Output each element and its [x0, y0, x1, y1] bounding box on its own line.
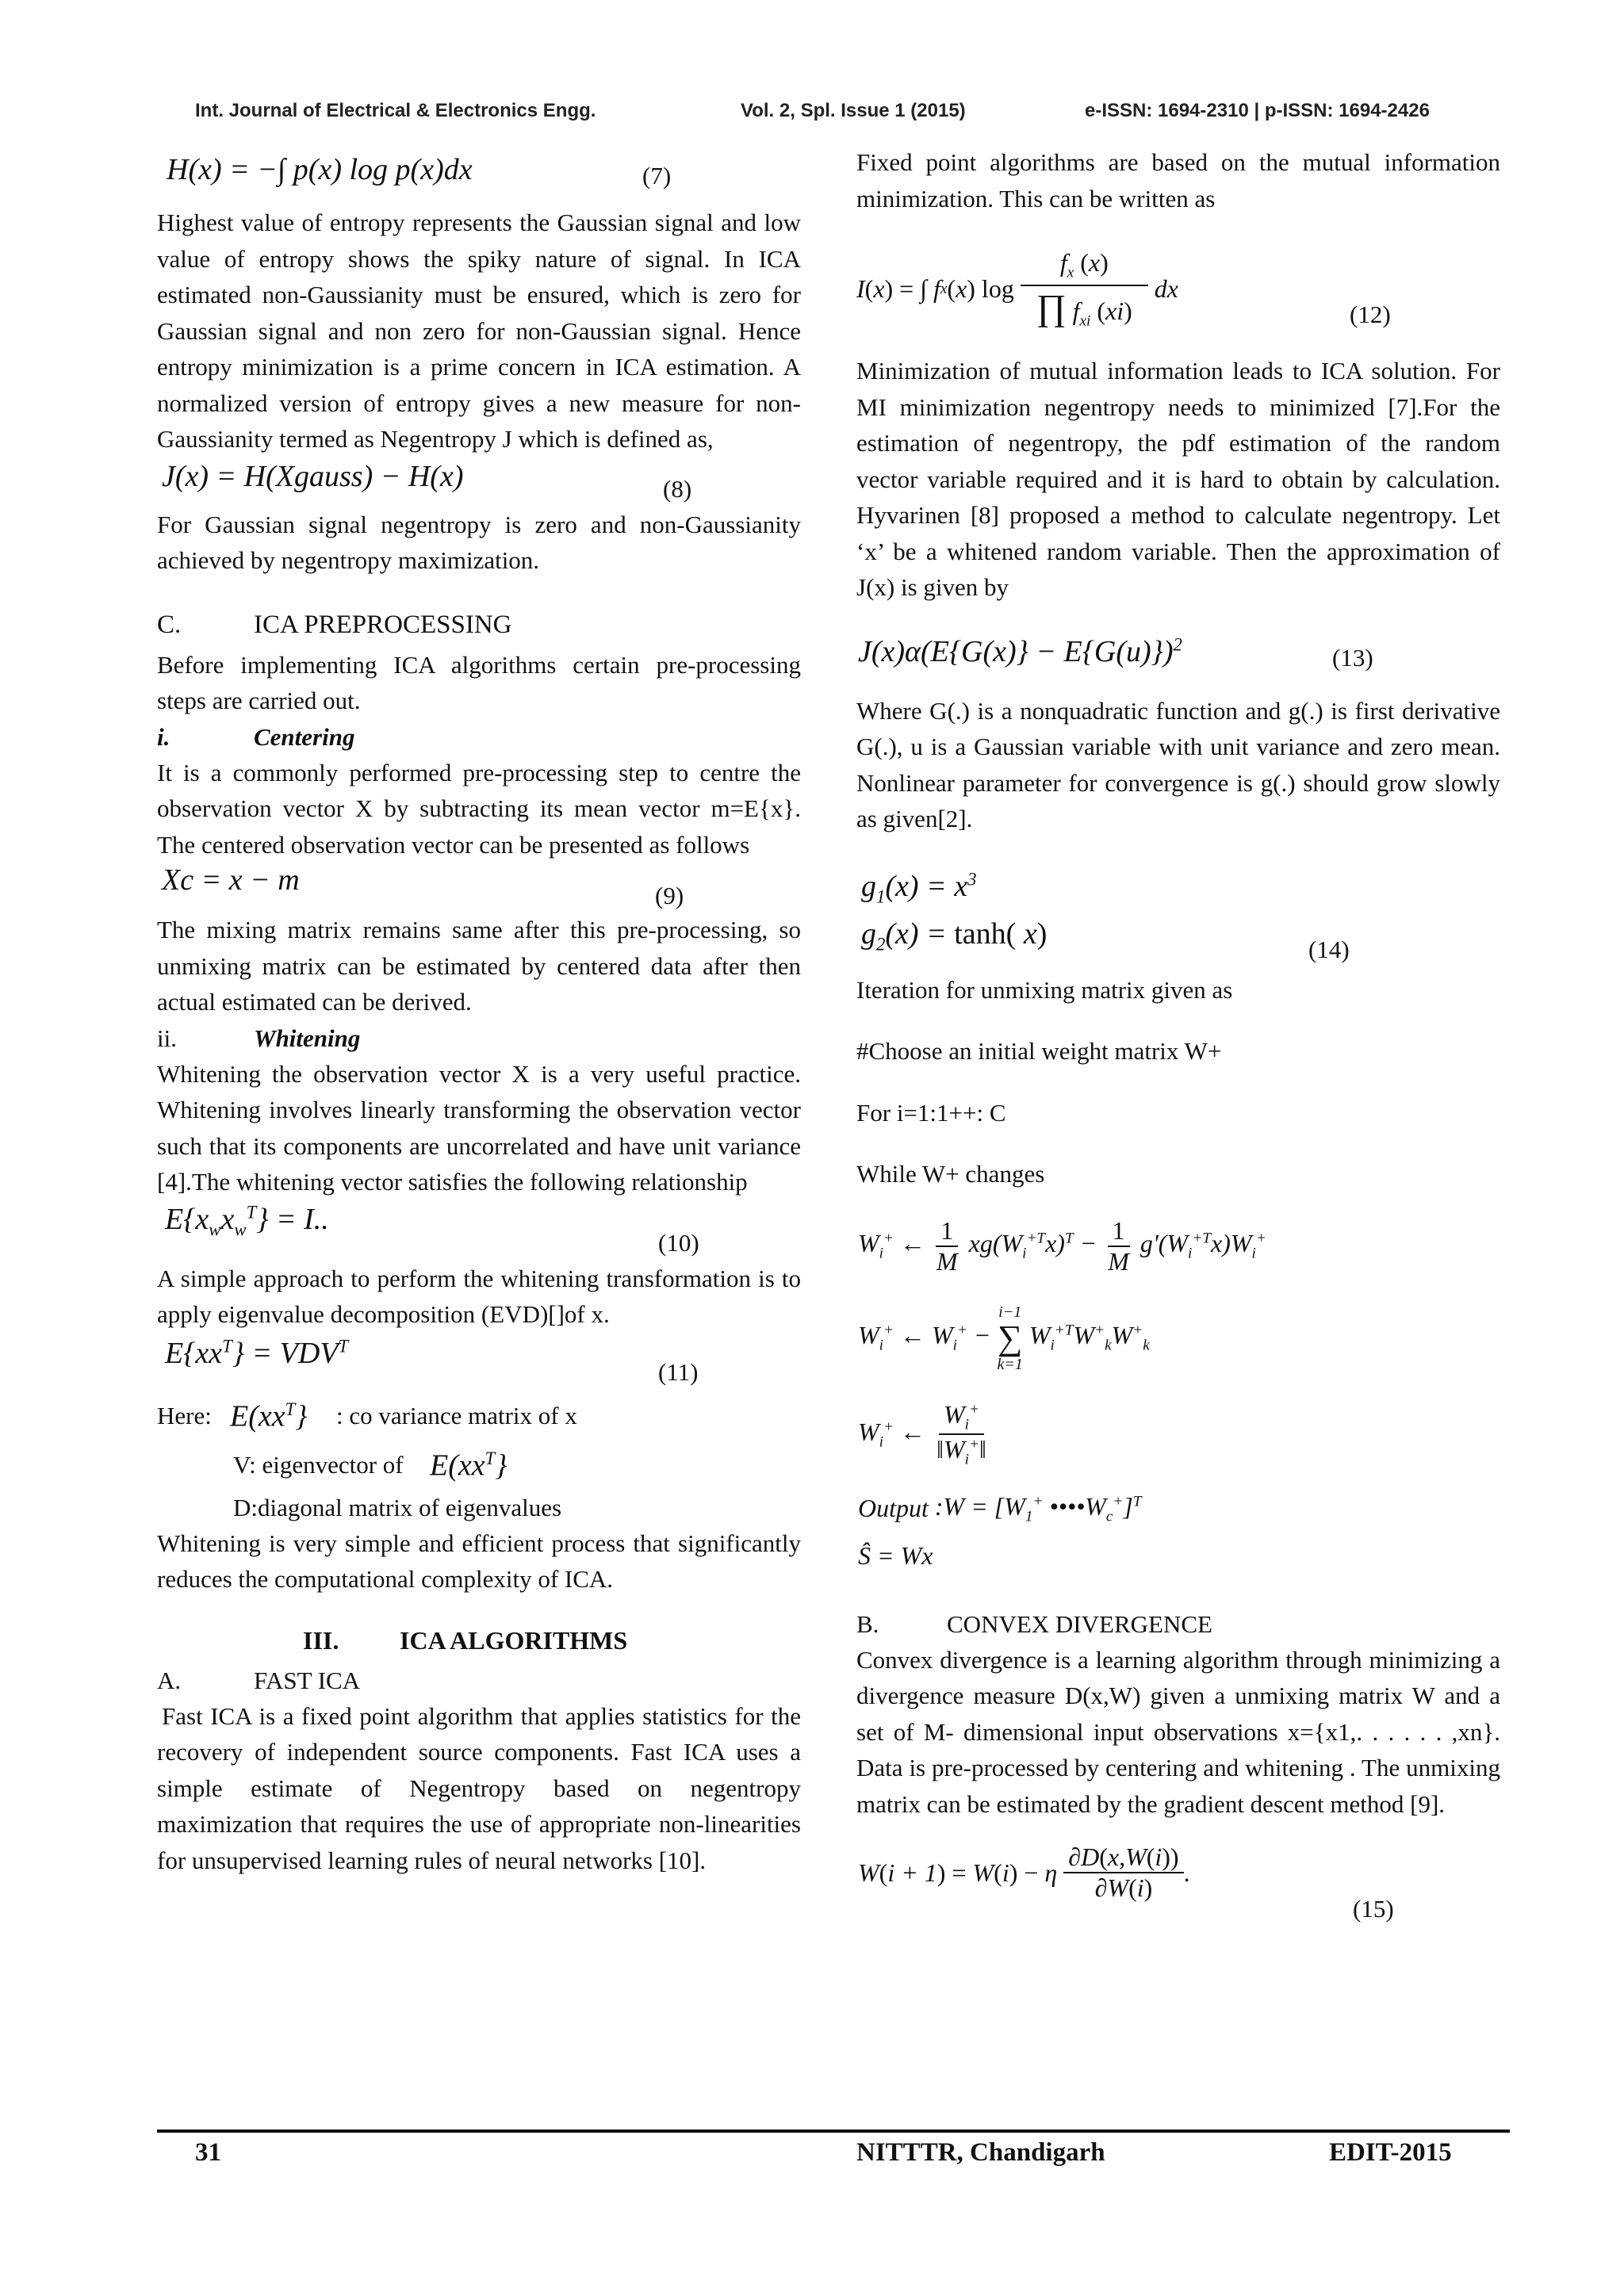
paragraph-nonquadratic: Where G(.) is a nonquadratic function and g(.) is first derivative G(.), u is a Gaussian variable with unit variance and zero mean. Nonlinear parameter for convergence is g(.) should grow slowly as given[2]. [856, 696, 1500, 832]
v-line: V: eigenvector of $E(xx^T\}$ [233, 1448, 508, 1483]
here-line: Here: $E(xx^T\}$ : co variance matrix of x [157, 1399, 577, 1433]
section-b-title: CONVEX DIVERGENCE [947, 1609, 1212, 1638]
section-iii-number: III. [303, 1625, 339, 1655]
subsection-whitening-heading [157, 1020, 801, 1056]
for-text: For i=1:1++: C [856, 1098, 1006, 1127]
equation-9-number: (9) [655, 882, 684, 909]
section-iii-heading [157, 1626, 801, 1663]
while-text: While W+ changes [856, 1160, 1045, 1188]
section-c-heading [157, 610, 801, 647]
footer-edition: EDIT-2015 [1329, 2138, 1452, 2167]
equation-7: H(x) = −∫ p(x) log p(x)dx (7) [167, 153, 672, 189]
equation-13: $J(x)\alpha(E\{G(x)\} - E\{G(u)\})^2$ (13) [858, 633, 1373, 672]
equation-15-number: (15) [1353, 1895, 1394, 1923]
section-iii-title: ICA ALGORITHMS [400, 1625, 628, 1655]
paragraph-fixed-point: Fixed point algorithms are based on the mutual information minimization. This can be written as [856, 148, 1500, 212]
issn-info: e-ISSN: 1694-2310 | p-ISSN: 1694-2426 [1085, 100, 1430, 121]
equation-10-number: (10) [658, 1228, 699, 1257]
covariance-text: : co variance matrix of x [336, 1401, 577, 1429]
footer-rule [157, 2130, 1510, 2133]
choose-text: #Choose an initial weight matrix W+ [856, 1037, 1222, 1065]
paragraph-whitening: Whitening the observation vector X is a very useful practice. Whitening involves linearly transforming the observation vector such that its components are uncorrelated and have unit variance [4].The whitening vector satisfies the following relationship [157, 1059, 801, 1196]
paragraph-negentropy: For Gaussian signal negentropy is zero and non-Gaussianity achieved by negentropy maximization. [157, 510, 801, 574]
volume-info: Vol. 2, Spl. Issue 1 (2015) [741, 100, 966, 121]
right-column [856, 144, 1500, 1925]
section-a-title: FAST ICA [254, 1666, 361, 1694]
equation-14: $g_1(x) = x^3$ $g_2(x) = \tanh$( x) (14) [861, 868, 1350, 963]
equation-13-number: (13) [1332, 643, 1373, 672]
section-b-number: B. [856, 1609, 879, 1638]
equation-11-number: (11) [658, 1357, 699, 1386]
equation-14-number: (14) [1308, 935, 1350, 963]
equation-8: J(x) = H(Xgauss) − H(x) (8) [162, 459, 692, 503]
journal-name: Int. Journal of Electrical & Electronics Engg. [195, 100, 596, 121]
here-label: Here: [157, 1401, 212, 1429]
v-label: V: eigenvector of [233, 1450, 404, 1479]
footer-organization: NITTTR, Chandigarh [856, 2138, 1105, 2167]
output-label: Output [858, 1494, 929, 1523]
paragraph-evd: A simple approach to perform the whitening transformation is to apply eigenvalue decomposition (EVD)[]of x. [157, 1264, 801, 1328]
section-a-heading [157, 1663, 801, 1698]
paragraph-centering: It is a commonly performed pre-processing step to centre the observation vector X by subtracting its mean vector m=E{x}. The centered observation vector can be presented as follows [157, 758, 801, 859]
subsection-centering-heading [157, 719, 801, 755]
equation-9: Xc = x − m (9) [162, 863, 684, 909]
d-line [157, 1490, 801, 1525]
paragraph-whitening-summary: Whitening is very simple and efficient process that significantly reduces the computational complexity of ICA. [157, 1529, 801, 1593]
equation-10: $E\{x_wx_w^T\} = I$.. (10) [165, 1201, 699, 1257]
page-number: 31 [195, 2138, 221, 2167]
subsection-i-number: i. [157, 722, 170, 751]
equation-15: W(i + 1) = W(i) − η $\frac{\partial D(x,W(i))}{\partial W(i)}$ . (15) [858, 1843, 1394, 1923]
iteration-text: Iteration for unmixing matrix given as [856, 975, 1233, 1004]
paragraph-fast-ica: Fast ICA is a fixed point algorithm that applies statistics for the recovery of independent source components. Fast ICA uses a simple estimate of Negentropy based on negentropy maximization that requires the use of appropriate non-linearities for unsupervised learning rules of neural networks [10]. [157, 1701, 801, 1874]
subsection-ii-number: ii. [157, 1024, 177, 1052]
paragraph-entropy: Highest value of entropy represents the Gaussian signal and low value of entropy shows the spiky nature of signal. In ICA estimated non-Gaussianity must be ensured, which is zero for Gaussian signal and non zero for non-Gaussian signal. Hence entropy minimization is a prime concern in ICA estimation. A normalized version of entropy gives a new measure for non-Gaussianity termed as Negentropy J which is defined as, [157, 209, 801, 453]
equation-8-number: (8) [663, 474, 692, 503]
equation-12: I ( x ) = ∫ f x ( x ) log $\frac{f_x (x)}{\prod f_{xi} (xi)}$ dx (12) [856, 248, 1391, 330]
paragraph-convex-divergence: Convex divergence is a learning algorithm through minimizing a divergence measure D(x,W) given a unmixing matrix W and a set of M- dimensional input observations x={x1,. . . . . . ,xn}. Data is pre-processed by centering and whitening . The unmixing matrix can be estimated by the gradient descent method [9]. [856, 1645, 1500, 1818]
section-c-number: C. [157, 610, 182, 639]
equation-11: $E\{xx^T\} = VDV^T$ (11) [165, 1335, 699, 1386]
paragraph-mutual-information: Minimization of mutual information leads to ICA solution. For MI minimization negentropy needs to minimized [7].For the estimation of negentropy, the pdf estimation of the random vector variable required and it is hard to obtain by calculation. Hyvarinen [8] proposed a method to calculate negentropy. Let ‘x’ be a whitened random variable. Then the approximation of J(x) is given by [856, 357, 1500, 601]
section-c-title: ICA PREPROCESSING [254, 610, 512, 639]
subsection-i-title: Centering [254, 722, 355, 751]
paragraph-mixing: The mixing matrix remains same after this pre-processing, so unmixing matrix can be estimated by centered data after then actual estimated can be derived. [157, 916, 801, 1016]
left-column [157, 147, 801, 1878]
paragraph-preprocessing: Before implementing ICA algorithms certain pre-processing steps are carried out. [157, 650, 801, 714]
subsection-ii-title: Whitening [254, 1024, 361, 1052]
section-a-number: A. [157, 1666, 182, 1694]
section-b-heading [856, 1606, 1500, 1642]
iteration-equations: $W_i^+$ ← $\frac{1}{M}$ $xg(W_i^{+T}x)^T$ − $\frac{1}{M}$ $g'(W_i^{+T}x)W_i^+$ $W_i^+$ ← $W_i^+$ − i−1 ∑ k=1 $W_i^{+T}W^+_kW^+_k$ $W_i^+$ ← $\frac{W_i^+}{‖W_i^+‖}$ Output :W = [$W_1^+$ $••••W_c^+]^T$ Ŝ = Wx [858, 1215, 1266, 1570]
d-label: D:diagonal matrix of eigenvalues [233, 1493, 562, 1521]
equation-7-number: (7) [642, 162, 672, 189]
equation-12-number: (12) [1350, 300, 1391, 328]
